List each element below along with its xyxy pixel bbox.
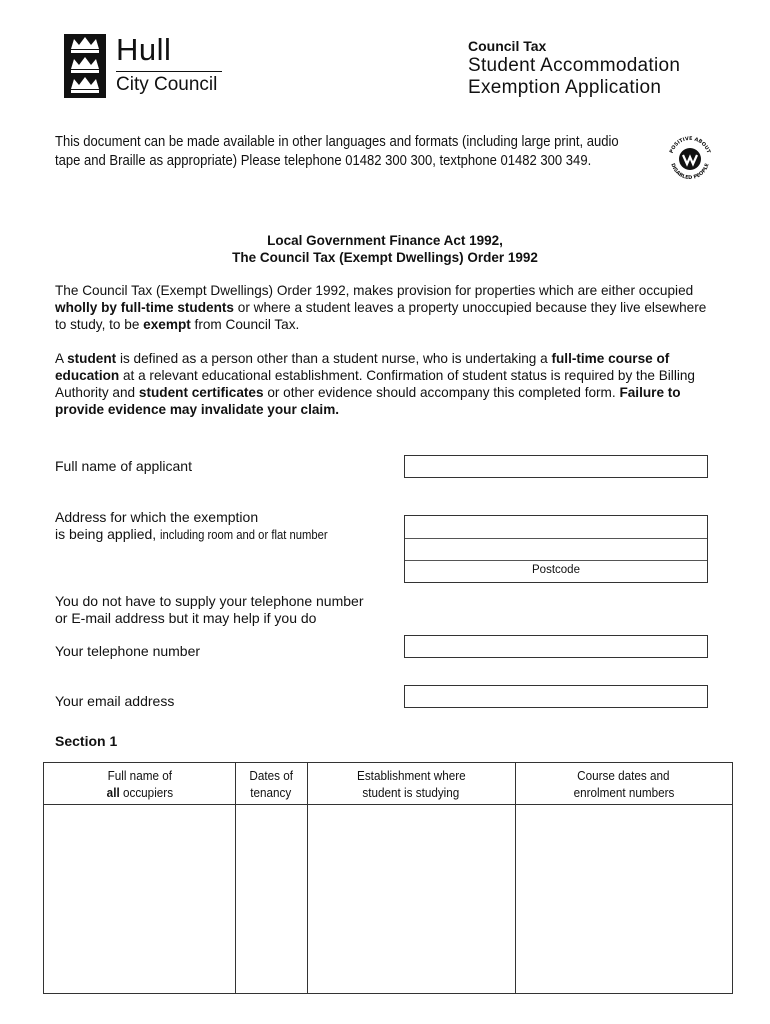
address-line-divider-1 xyxy=(405,538,707,539)
para2-text-3: at a relevant educational establishment. Confirmation of student status is required by the Billing Authority and xyxy=(55,368,695,400)
col2-header-line2: tenancy xyxy=(250,785,292,800)
email-field[interactable] xyxy=(404,685,708,708)
para2-bold-3: student certificates xyxy=(138,385,264,400)
col4-header-line1: Course dates and xyxy=(577,768,670,783)
logo-city-council-text: City Council xyxy=(116,74,218,95)
course-input-cell[interactable] xyxy=(516,805,732,993)
occupiers-table xyxy=(43,762,733,994)
address-line-divider-2 xyxy=(405,560,707,561)
para1-text-3: from Council Tax. xyxy=(190,317,300,332)
col1-header-bold: all xyxy=(106,785,120,800)
hull-crest-icon xyxy=(64,34,106,98)
telephone-field[interactable] xyxy=(404,635,708,658)
col2-header-line1: Dates of xyxy=(249,768,293,783)
para1-bold-1: wholly by full-time students xyxy=(55,300,234,315)
column-header-occupiers xyxy=(44,767,235,801)
para1-bold-2: exempt xyxy=(143,317,191,332)
col4-header-line2: enrolment numbers xyxy=(573,785,674,800)
col3-header-line1: Establishment where xyxy=(356,768,466,783)
email-label: Your email address xyxy=(55,693,175,709)
accessibility-notice xyxy=(55,133,619,171)
student-definition-paragraph xyxy=(55,350,715,418)
column-header-tenancy xyxy=(235,767,307,801)
para2-text-4: or other evidence should accompany this completed form. xyxy=(263,385,620,400)
column-header-establishment xyxy=(307,767,515,801)
para2-bold-2: full-time course of education xyxy=(55,351,670,383)
col3-header-line2: student is studying xyxy=(362,785,460,800)
para2-text-1: A xyxy=(55,351,68,366)
section-heading: Council Tax xyxy=(468,38,547,54)
badge-text-top: POSITIVE ABOUT xyxy=(668,135,712,155)
logo-divider xyxy=(116,71,222,72)
intro-paragraph xyxy=(55,282,715,333)
para1-text-2: or where a student leaves a property unoccupied because they live elsewhere to study, to be xyxy=(55,300,707,332)
telephone-label: Your telephone number xyxy=(55,643,201,659)
address-label-line1: Address for which the exemption xyxy=(55,509,259,525)
notice-line1: This document can be made available in other languages and formats (including large print, audio xyxy=(55,134,619,150)
para2-bold-4: Failure to provide evidence may invalidate your claim. xyxy=(55,385,681,417)
document-title-line1: Student Accommodation xyxy=(468,55,681,76)
col1-header-line2: occupiers xyxy=(122,785,173,800)
address-label-hint: including room and or flat number xyxy=(160,528,328,542)
notice-line2: tape and Braille as appropriate) Please telephone 01482 300 300, textphone 01482 300 349. xyxy=(55,153,592,169)
para2-text-2: is defined as a person other than a student nurse, who is undertaking a xyxy=(116,351,552,366)
document-title-line2: Exemption Application xyxy=(468,77,662,98)
badge-text-bottom: DISABLED PEOPLE xyxy=(669,162,711,182)
address-label-line2-main: is being applied, xyxy=(55,526,157,542)
column-header-course xyxy=(515,767,732,801)
col1-header-line1: Full name of xyxy=(107,768,172,783)
address-label xyxy=(55,509,346,544)
establishment-input-cell[interactable] xyxy=(308,805,515,993)
section-1-title: Section 1 xyxy=(55,733,118,749)
full-name-field[interactable] xyxy=(404,455,708,478)
address-label-line2 xyxy=(55,526,346,544)
para2-bold-1: student xyxy=(67,351,117,366)
act-title: Local Government Finance Act 1992, xyxy=(267,233,503,248)
postcode-label: Postcode xyxy=(532,564,580,576)
optional-note-line1: You do not have to supply your telephone number xyxy=(55,593,364,609)
tenancy-input-cell[interactable] xyxy=(236,805,307,993)
para1-text-1: The Council Tax (Exempt Dwellings) Order 1992, makes provision for properties which are either occupied xyxy=(55,283,694,298)
full-name-label: Full name of applicant xyxy=(55,458,192,474)
logo-hull-text: Hull xyxy=(116,32,172,67)
address-field[interactable] xyxy=(404,515,708,583)
positive-about-disabled-people-icon xyxy=(664,132,716,184)
order-title: The Council Tax (Exempt Dwellings) Order 1992 xyxy=(232,250,538,265)
optional-note-line2: or E-mail address but it may help if you do xyxy=(55,610,317,626)
occupiers-input-cell[interactable] xyxy=(44,805,235,993)
optional-contact-note xyxy=(55,593,364,627)
